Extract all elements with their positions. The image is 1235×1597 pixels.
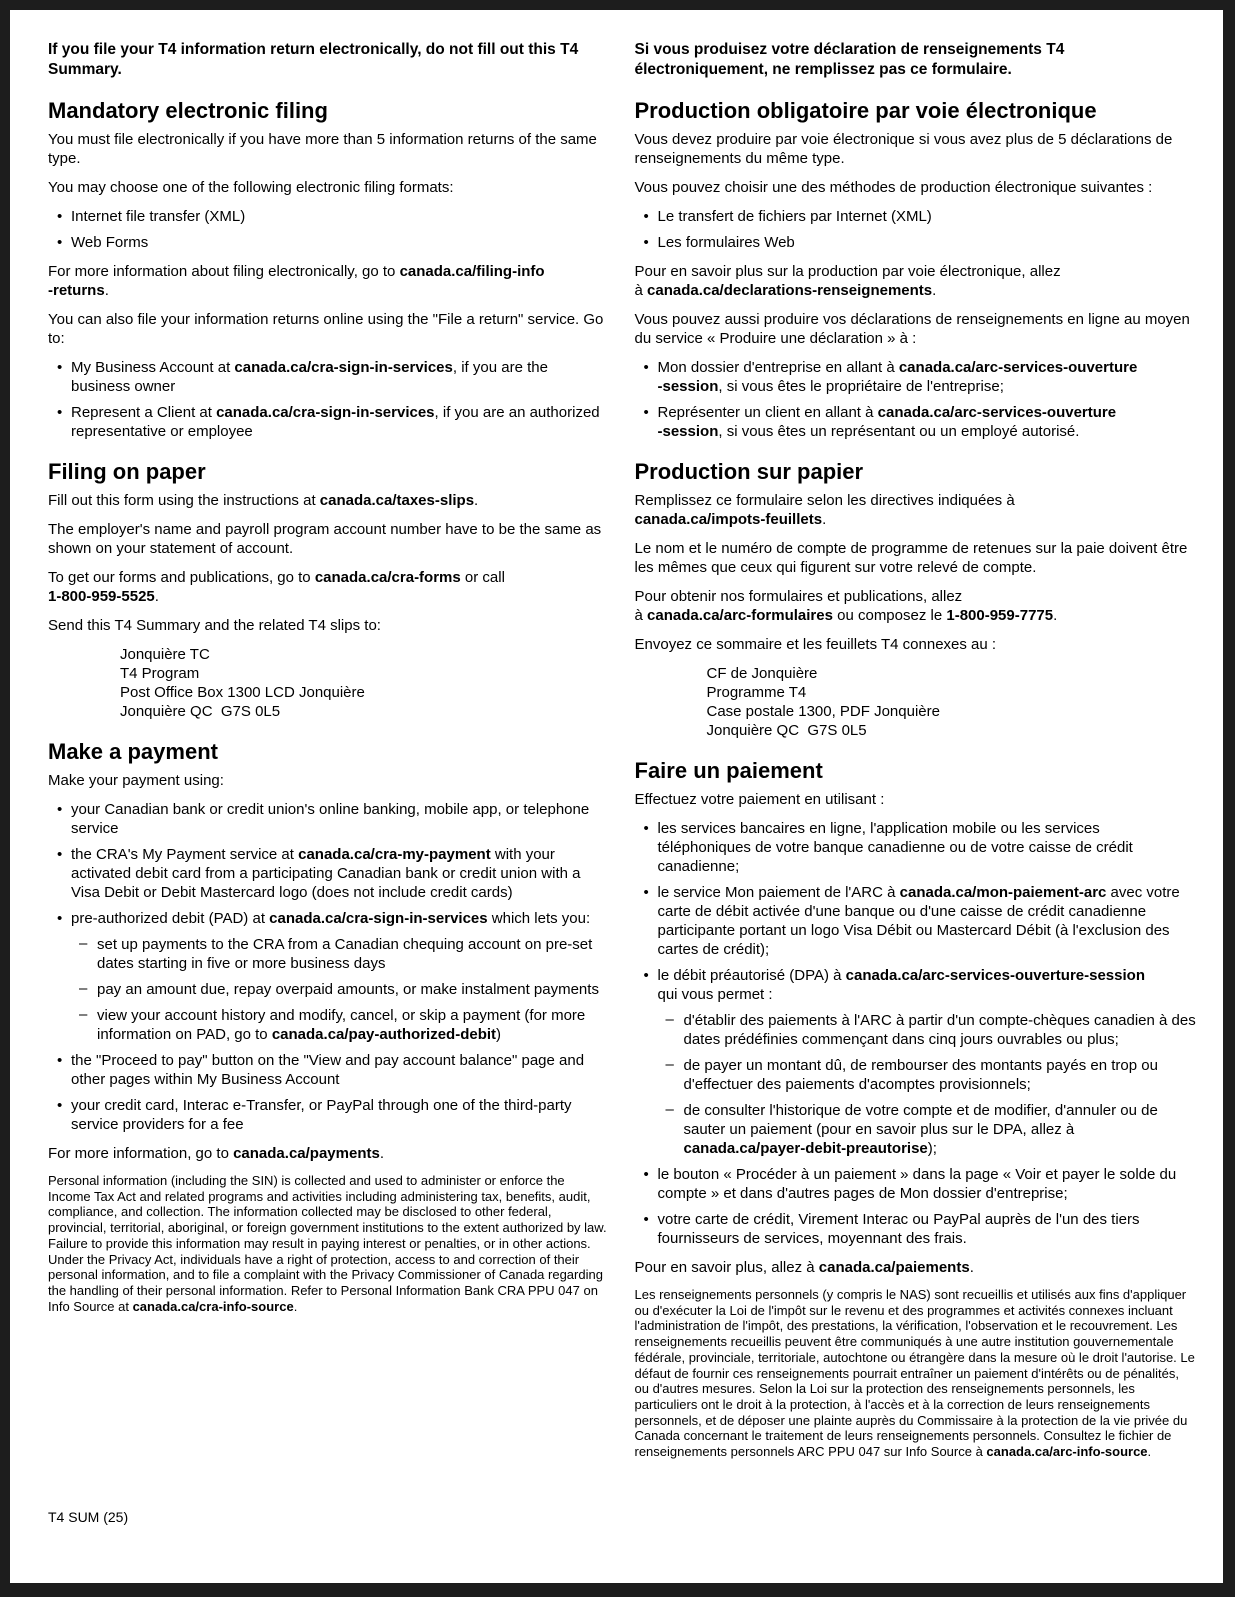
text-run: Fill out this form using the instructions at (48, 492, 320, 509)
bold-link-text: canada.ca/cra-my-payment (298, 846, 491, 863)
section-heading: Faire un paiement (634, 758, 823, 783)
section-heading: Production sur papier (634, 459, 864, 484)
dash-text (684, 1101, 1198, 1158)
bold-link-text: 1-800-959-5525 (48, 588, 155, 605)
bullet-text (71, 1096, 611, 1134)
bold-link-text: canada.ca/mon-paiement-arc (899, 884, 1107, 901)
paragraph (48, 520, 611, 558)
address-line: Jonquière QC G7S 0L5 (120, 703, 281, 720)
bullet-text (71, 207, 611, 226)
dash-sublist (658, 1011, 1198, 1158)
text-run: , si vous êtes le propriétaire de l'entreprise; (718, 378, 1004, 395)
bold-link-text: canada.ca/payments (233, 1145, 380, 1162)
text-run: Pour en savoir plus, allez à (634, 1259, 819, 1276)
bullet-item (48, 403, 611, 441)
text-run: Les renseignements personnels (y compris le NAS) sont recueillis et utilisés aux fins d'appliquer ou d'exécuter la Loi de l'impôt sur le revenu et des programmes et activités connexes incluant l'administration de l'impôt, des prestations, la vérification, l'observation et le recouvrement. Les renseignements recueillis peuvent être communiqués à une autre institution gouvernementale fédérale, provinciale, territoriale, autochtone ou étrangère dans la mesure où le droit l'autorise. Le défaut de fournir ces renseignements pourrait entraîner un paiement d'intérêts ou de pénalités, ou d'autres mesures. Selon la Loi sur la protection des renseignements personnels, les particuliers ont le droit à la protection, à l'accès et à la correction de leurs renseignements personnels, et de déposer une plainte auprès du Commissaire à la protection de la vie privée du Canada concernant le traitement de leurs renseignements personnels. Consultez le fichier de renseignements personnels ARC PPU 047 sur Info Source à (634, 1287, 1195, 1460)
bullet-list (48, 207, 611, 252)
text-run: set up payments to the CRA from a Canadian chequing account on pre-set dates starting in five or more business days (97, 936, 593, 972)
text-run: d'établir des paiements à l'ARC à partir d'un compte-chèques canadien à des dates prédéfinies commençant dans cinq jours ouvrables ou plus; (683, 1012, 1196, 1048)
text-run: les services bancaires en ligne, l'application mobile ou les services téléphoniques de votre banque canadienne ou de votre caisse de crédit canadienne; (657, 820, 1133, 875)
text-run: , si vous êtes un représentant ou un employé autorisé. (718, 423, 1080, 440)
bullet-item (635, 403, 1198, 441)
bullet-text (71, 233, 611, 252)
text-run: à (634, 282, 648, 299)
text-run: Envoyez ce sommaire et les feuillets T4 connexes au : (634, 636, 997, 653)
dash-text (97, 935, 611, 973)
text-run: ou composez le (832, 607, 947, 624)
text-run: For more information about filing electronically, go to (48, 263, 400, 280)
address-line: Jonquière TC (120, 646, 210, 663)
text-run: . (822, 511, 827, 528)
bullet-item (48, 358, 611, 396)
text-run: . (154, 588, 159, 605)
text-run: which lets you: (487, 910, 591, 927)
text-run: Make your payment using: (48, 772, 224, 789)
text-run: avec votre carte de débit activée d'une banque ou d'une caisse de crédit canadienne participante portant un logo Visa Débit ou Mastercard Débit (à l'exclusion des cartes de crédit); (657, 884, 1180, 958)
text-run: Le nom et le numéro de compte de programme de retenues sur la paie doivent être les mêmes que ceux qui figurent sur votre relevé de compte. (634, 540, 1188, 576)
paragraph (635, 130, 1198, 168)
bullet-item (48, 207, 611, 226)
text-run: Représenter un client en allant à (657, 404, 878, 421)
text-run: , if you are the business owner (71, 359, 548, 395)
text-run: Le transfert de fichiers par Internet (XML) (657, 208, 932, 225)
column-french (635, 40, 1198, 1460)
text-run: To get our forms and publications, go to (48, 569, 315, 586)
text-run: . (969, 1259, 974, 1276)
text-run: de consulter l'historique de votre compte et de modifier, d'annuler ou de sauter un paiement (pour en savoir plus sur le DPA, allez à (683, 1102, 1158, 1138)
address-line: CF de Jonquière (706, 665, 818, 682)
section-heading: Filing on paper (48, 459, 206, 484)
bullet-item (48, 800, 611, 838)
bullet-text (71, 358, 611, 396)
bold-link-text: canada.ca/cra-info-source (132, 1298, 294, 1314)
bullet-list (48, 358, 611, 441)
bold-link-text: canada.ca/cra-sign-in-services (234, 359, 453, 376)
bold-link-text: Si vous produisez votre déclaration de renseignements T4 électroniquement, ne remplissez pas ce formulaire. (634, 41, 1065, 78)
paragraph (635, 178, 1198, 197)
bullet-item (635, 966, 1198, 1158)
text-run: Internet file transfer (XML) (71, 208, 246, 225)
paragraph (635, 1258, 1198, 1277)
text-run: le bouton « Procéder à un paiement » dans la page « Voir et payer le solde du compte » et dans d'autres pages de Mon dossier d'entreprise; (657, 1166, 1177, 1202)
text-run: You must file electronically if you have more than 5 information returns of the same type. (48, 131, 597, 167)
bold-link-text: canada.ca/arc-services-ouverture (877, 404, 1117, 421)
mailing-address-block (120, 645, 611, 721)
bullet-text (71, 403, 611, 441)
paragraph (48, 262, 611, 300)
section-heading: Production obligatoire par voie électronique (634, 98, 1097, 123)
address-line: Programme T4 (706, 684, 807, 701)
dash-text (97, 980, 611, 999)
paragraph (48, 568, 611, 606)
text-run: . (104, 282, 109, 299)
text-run: votre carte de crédit, Virement Interac ou PayPal auprès de l'un des tiers fournisseurs de services, moyennant des frais. (657, 1211, 1140, 1247)
text-run: the "Proceed to pay" button on the "View and pay account balance" page and other pages within My Business Account (71, 1052, 585, 1088)
text-run: , if you are an authorized representative or employee (71, 404, 600, 440)
intro-note (48, 40, 611, 80)
paragraph (635, 491, 1198, 529)
bold-link-text: canada.ca/impots-feuillets (634, 511, 823, 528)
text-run: pay an amount due, repay overpaid amounts, or make instalment payments (97, 981, 599, 998)
bullet-item (48, 845, 611, 902)
address-line: T4 Program (120, 665, 200, 682)
bullet-text (658, 883, 1198, 959)
text-run: You can also file your information returns online using the "File a return" service. Go to: (48, 311, 604, 347)
text-run: pre-authorized debit (PAD) at (71, 910, 270, 927)
address-line: Post Office Box 1300 LCD Jonquière (120, 684, 365, 701)
bullet-text (71, 909, 611, 928)
bullet-item (48, 233, 611, 252)
bullet-text (71, 800, 611, 838)
bullet-item (635, 358, 1198, 396)
text-run: ); (927, 1140, 937, 1157)
bold-link-text: canada.ca/paiements (818, 1259, 970, 1276)
dash-text (97, 1006, 611, 1044)
text-run: . (379, 1145, 384, 1162)
dash-sublist (71, 935, 611, 1044)
paragraph (48, 771, 611, 790)
text-run: your Canadian bank or credit union's online banking, mobile app, or telephone service (71, 801, 590, 837)
privacy-fine-print (635, 1287, 1198, 1460)
paragraph (635, 587, 1198, 625)
bullet-text (658, 233, 1198, 252)
footer-form-code: T4 SUM (25) (48, 1509, 129, 1525)
bullet-item (635, 233, 1198, 252)
bullet-item (635, 1165, 1198, 1203)
bullet-item (635, 207, 1198, 226)
dash-item (658, 1011, 1198, 1049)
text-run: with your activated debit card from a participating Canadian bank or credit union with a Visa Debit or Debit Mastercard logo (does not include credit cards) (71, 846, 581, 901)
bullet-text (658, 819, 1198, 876)
paragraph (635, 310, 1198, 348)
text-run: Effectuez votre paiement en utilisant : (634, 791, 885, 808)
bullet-list (635, 207, 1198, 252)
bullet-item (635, 883, 1198, 959)
text-run: Pour obtenir nos formulaires et publications, allez (634, 588, 963, 605)
bullet-list (48, 800, 611, 1134)
text-run: de payer un montant dû, de rembourser des montants payés en trop ou d'effectuer des paiements d'acomptes provisionnels; (683, 1057, 1158, 1093)
dash-item (658, 1101, 1198, 1158)
text-run: le débit préautorisé (DPA) à (657, 967, 846, 984)
bullet-text (658, 207, 1198, 226)
text-run: qui vous permet : (657, 986, 773, 1003)
paragraph (48, 178, 611, 197)
bold-link-text: canada.ca/arc-services-ouverture (898, 359, 1138, 376)
bullet-item (48, 1096, 611, 1134)
paragraph (635, 790, 1198, 809)
text-run: The employer's name and payroll program account number have to be the same as shown on your statement of account. (48, 521, 602, 557)
bold-link-text: canada.ca/arc-services-ouverture-session (845, 967, 1145, 984)
dash-text (684, 1056, 1198, 1094)
bullet-list (635, 819, 1198, 1248)
bold-link-text: 1-800-959-7775 (946, 607, 1054, 624)
text-run: le service Mon paiement de l'ARC à (657, 884, 900, 901)
text-run: . (932, 282, 937, 299)
text-run: ) (496, 1026, 502, 1043)
text-run: your credit card, Interac e-Transfer, or PayPal through one of the third-party service providers for a fee (71, 1097, 572, 1133)
bold-link-text: -session (657, 378, 719, 395)
dash-item (71, 980, 611, 999)
bullet-item (48, 1051, 611, 1089)
dash-item (658, 1056, 1198, 1094)
bold-link-text: -returns (48, 282, 105, 299)
bullet-text (658, 966, 1198, 1004)
dash-item (71, 935, 611, 973)
text-run: My Business Account at (71, 359, 235, 376)
bullet-text (71, 1051, 611, 1089)
bold-link-text: canada.ca/cra-sign-in-services (216, 404, 435, 421)
text-run: . (1053, 607, 1058, 624)
bold-link-text: If you file your T4 information return electronically, do not fill out this T4 Summary. (48, 41, 579, 78)
text-run: the CRA's My Payment service at (71, 846, 299, 863)
text-run: Vous pouvez choisir une des méthodes de production électronique suivantes : (634, 179, 1153, 196)
bullet-item (48, 909, 611, 1044)
paragraph (635, 262, 1198, 300)
bullet-item (635, 819, 1198, 876)
section-heading: Make a payment (48, 739, 218, 764)
bold-link-text: canada.ca/filing-info (399, 263, 545, 280)
text-run: . (293, 1298, 298, 1314)
two-column-layout (48, 40, 1197, 1460)
paragraph (48, 130, 611, 168)
form-page (10, 10, 1223, 1583)
paragraph (48, 310, 611, 348)
section-heading: Mandatory electronic filing (48, 98, 328, 123)
bold-link-text: canada.ca/cra-sign-in-services (269, 910, 488, 927)
text-run: or call (460, 569, 505, 586)
intro-note (635, 40, 1198, 80)
text-run: Les formulaires Web (657, 234, 795, 251)
paragraph (48, 1144, 611, 1163)
bold-link-text: canada.ca/payer-debit-preautorise (683, 1140, 928, 1157)
text-run: Web Forms (71, 234, 149, 251)
text-run: . (474, 492, 479, 509)
address-line: Jonquière QC G7S 0L5 (706, 722, 867, 739)
address-line: Case postale 1300, PDF Jonquière (706, 703, 940, 720)
text-run: You may choose one of the following electronic filing formats: (48, 179, 454, 196)
bold-link-text: canada.ca/declarations-renseignements (647, 282, 933, 299)
dash-item (71, 1006, 611, 1044)
text-run: For more information, go to (48, 1145, 234, 1162)
text-run: à (634, 607, 648, 624)
bullet-item (635, 1210, 1198, 1248)
text-run: Vous devez produire par voie électronique si vous avez plus de 5 déclarations de renseignements du même type. (634, 131, 1173, 167)
bold-link-text: canada.ca/arc-info-source (986, 1444, 1148, 1460)
bold-link-text: canada.ca/cra-forms (314, 569, 461, 586)
text-run: Pour en savoir plus sur la production par voie électronique, allez (634, 263, 1061, 280)
text-run: Vous pouvez aussi produire vos déclarations de renseignements en ligne au moyen du service « Produire une déclaration » à : (634, 311, 1190, 347)
paragraph (48, 491, 611, 510)
bullet-list (635, 358, 1198, 441)
bullet-text (658, 358, 1198, 396)
paragraph (635, 635, 1198, 654)
column-english (48, 40, 611, 1460)
bullet-text (658, 1165, 1198, 1203)
bullet-text (71, 845, 611, 902)
text-run: . (1147, 1444, 1152, 1460)
paragraph (48, 616, 611, 635)
privacy-fine-print (48, 1173, 611, 1314)
bold-link-text: canada.ca/pay-authorized-debit (271, 1026, 497, 1043)
bold-link-text: -session (657, 423, 719, 440)
paragraph (635, 539, 1198, 577)
text-run: Personal information (including the SIN) is collected and used to administer or enforce the Income Tax Act and related programs and activities including administering tax, benefits, audit, compliance, and collection. The information collected may be disclosed to other federal, provincial, territorial, aboriginal, or foreign government institutions to the extent authorized by law. Failure to provide this information may result in paying interest or penalties, or in other actions. Under the Privacy Act, individuals have a right of protection, access to and correction of their personal information, and to file a complaint with the Privacy Commissioner of Canada regarding the handling of their personal information. Refer to Personal Information Bank CRA PPU 047 on Info Source at (48, 1173, 607, 1314)
mailing-address-block (707, 664, 1198, 740)
text-run: Mon dossier d'entreprise en allant à (657, 359, 899, 376)
text-run: Remplissez ce formulaire selon les directives indiquées à (634, 492, 1015, 509)
text-run: Represent a Client at (71, 404, 217, 421)
dash-text (684, 1011, 1198, 1049)
bold-link-text: canada.ca/taxes-slips (319, 492, 475, 509)
bullet-text (658, 1210, 1198, 1248)
text-run: view your account history and modify, cancel, or skip a payment (for more information on PAD, go to (97, 1007, 586, 1043)
text-run: Send this T4 Summary and the related T4 slips to: (48, 617, 381, 634)
bold-link-text: canada.ca/arc-formulaires (647, 607, 833, 624)
bullet-text (658, 403, 1198, 441)
